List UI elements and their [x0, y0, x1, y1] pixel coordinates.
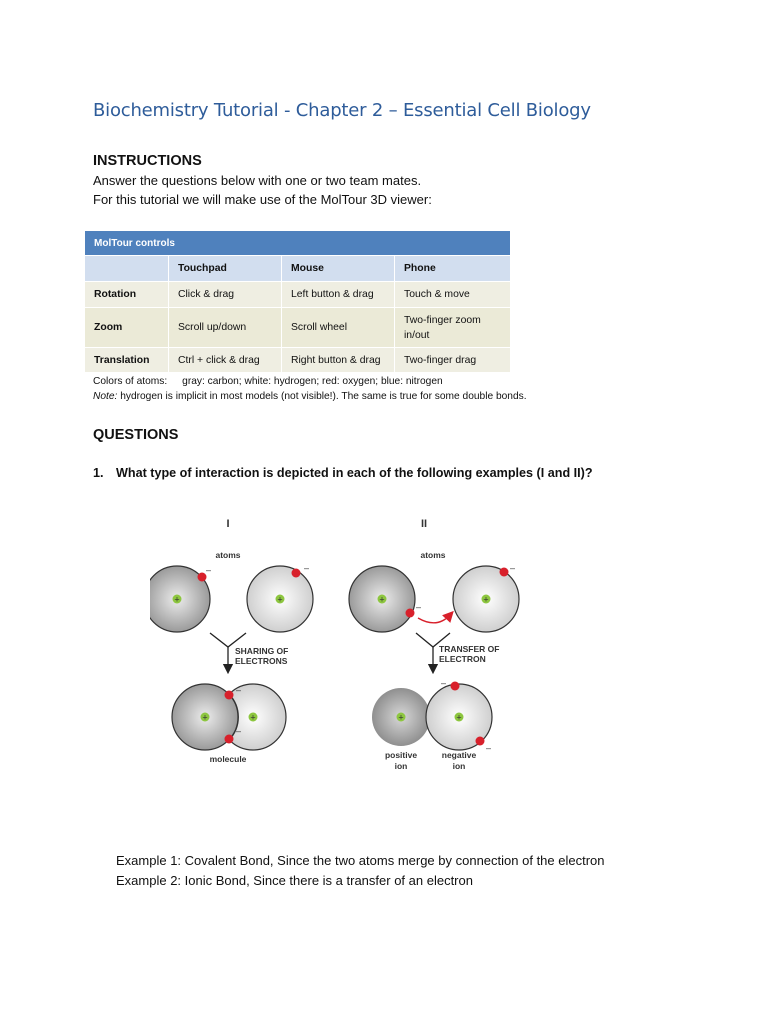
- electron-transfer-arrow: [418, 615, 450, 623]
- minus-sign: –: [236, 726, 242, 736]
- table-caption: MolTour controls: [85, 231, 511, 256]
- minus-sign: –: [486, 743, 492, 753]
- merge-lines: [210, 633, 246, 647]
- question-1: [93, 466, 593, 480]
- table-cell: Two-finger zoom in/out: [395, 308, 511, 348]
- panel-i-process-line-1: SHARING OF: [235, 646, 289, 656]
- table-cell: Two-finger drag: [395, 348, 511, 373]
- positive-ion-label-line-2: ion: [394, 761, 408, 771]
- minus-sign: –: [206, 565, 212, 575]
- atom-left-i: [150, 565, 211, 632]
- instructions-line-2: For this tutorial we will make use of the MolTour 3D viewer:: [93, 192, 432, 207]
- plus-sign: +: [174, 594, 180, 605]
- electron: [476, 737, 485, 746]
- bond-types-figure: [150, 505, 530, 790]
- column-header-empty: [85, 256, 169, 282]
- table-cell: Right button & drag: [282, 348, 395, 373]
- electron: [225, 735, 234, 744]
- electron: [225, 691, 234, 700]
- table-cell: Click & drag: [169, 282, 282, 308]
- table-row: [85, 308, 511, 348]
- panel-ii-process-line-1: TRANSFER OF: [439, 644, 500, 654]
- question-number: 1.: [93, 466, 104, 480]
- panel-ii-atoms-label: atoms: [420, 550, 446, 560]
- atom-right-ii: [453, 563, 519, 632]
- table-row: [85, 282, 511, 308]
- negative-ion-label-line-1: negative: [441, 750, 477, 760]
- atom-right-i: [247, 563, 313, 632]
- column-header-phone: Phone: [395, 256, 511, 282]
- minus-sign: –: [510, 563, 516, 573]
- moltour-controls-table: [84, 230, 511, 373]
- note-line: [93, 391, 527, 402]
- table-cell: Left button & drag: [282, 282, 395, 308]
- note-text: hydrogen is implicit in most models (not visible!). The same is true for some double bonds.: [117, 391, 527, 402]
- row-label-translation: Translation: [85, 348, 169, 373]
- electron: [500, 568, 509, 577]
- panel-ii-process-line-2: ELECTRON: [439, 654, 486, 664]
- minus-sign: –: [416, 602, 422, 612]
- atom-colors-label: Colors of atoms:: [93, 376, 168, 387]
- answer-example-1: Example 1: Covalent Bond, Since the two atoms merge by connection of the electron: [116, 853, 605, 868]
- table-column-header-row: [85, 256, 511, 282]
- minus-sign: –: [441, 678, 447, 688]
- plus-sign: +: [483, 594, 489, 605]
- plus-sign: +: [398, 712, 404, 723]
- atom-colors-line: [93, 376, 443, 387]
- row-label-zoom: Zoom: [85, 308, 169, 348]
- question-text: What type of interaction is depicted in each of the following examples (I and II)?: [116, 466, 593, 480]
- minus-sign: –: [236, 685, 242, 695]
- plus-sign: +: [250, 712, 256, 723]
- plus-sign: +: [277, 594, 283, 605]
- negative-ion-label-line-2: ion: [452, 761, 466, 771]
- row-label-rotation: Rotation: [85, 282, 169, 308]
- ion-pair-ii: [372, 678, 492, 753]
- atom-left-ii: [349, 566, 421, 632]
- column-header-mouse: Mouse: [282, 256, 395, 282]
- panel-i-numeral: I: [226, 518, 230, 530]
- answer-example-2: Example 2: Ionic Bond, Since there is a transfer of an electron: [116, 873, 473, 888]
- panel-ii-numeral: II: [420, 518, 428, 530]
- electron: [451, 682, 460, 691]
- positive-ion-label-line-1: positive: [384, 750, 418, 760]
- table-cell: Touch & move: [395, 282, 511, 308]
- table-cell: Scroll up/down: [169, 308, 282, 348]
- molecule-i: [172, 684, 286, 750]
- table-cell: Ctrl + click & drag: [169, 348, 282, 373]
- page-title: Biochemistry Tutorial - Chapter 2 – Essential Cell Biology: [93, 100, 591, 121]
- plus-sign: +: [456, 712, 462, 723]
- instructions-heading: INSTRUCTIONS: [93, 153, 202, 169]
- table-cell: Scroll wheel: [282, 308, 395, 348]
- electron: [406, 609, 415, 618]
- column-header-touchpad: Touchpad: [169, 256, 282, 282]
- electron: [292, 569, 301, 578]
- plus-sign: +: [202, 712, 208, 723]
- table-row: [85, 348, 511, 373]
- minus-sign: –: [304, 563, 310, 573]
- note-label: Note:: [93, 391, 118, 402]
- panel-i-process-line-2: ELECTRONS: [235, 656, 288, 666]
- questions-heading: QUESTIONS: [93, 427, 179, 443]
- panel-i-atoms-label: atoms: [215, 550, 241, 560]
- table-caption-row: [85, 231, 511, 256]
- atom-colors-value: gray: carbon; white: hydrogen; red: oxygen; blue: nitrogen: [182, 376, 443, 387]
- panel-i-result-label: molecule: [209, 754, 247, 764]
- instructions-line-1: Answer the questions below with one or two team mates.: [93, 173, 422, 188]
- plus-sign: +: [379, 594, 385, 605]
